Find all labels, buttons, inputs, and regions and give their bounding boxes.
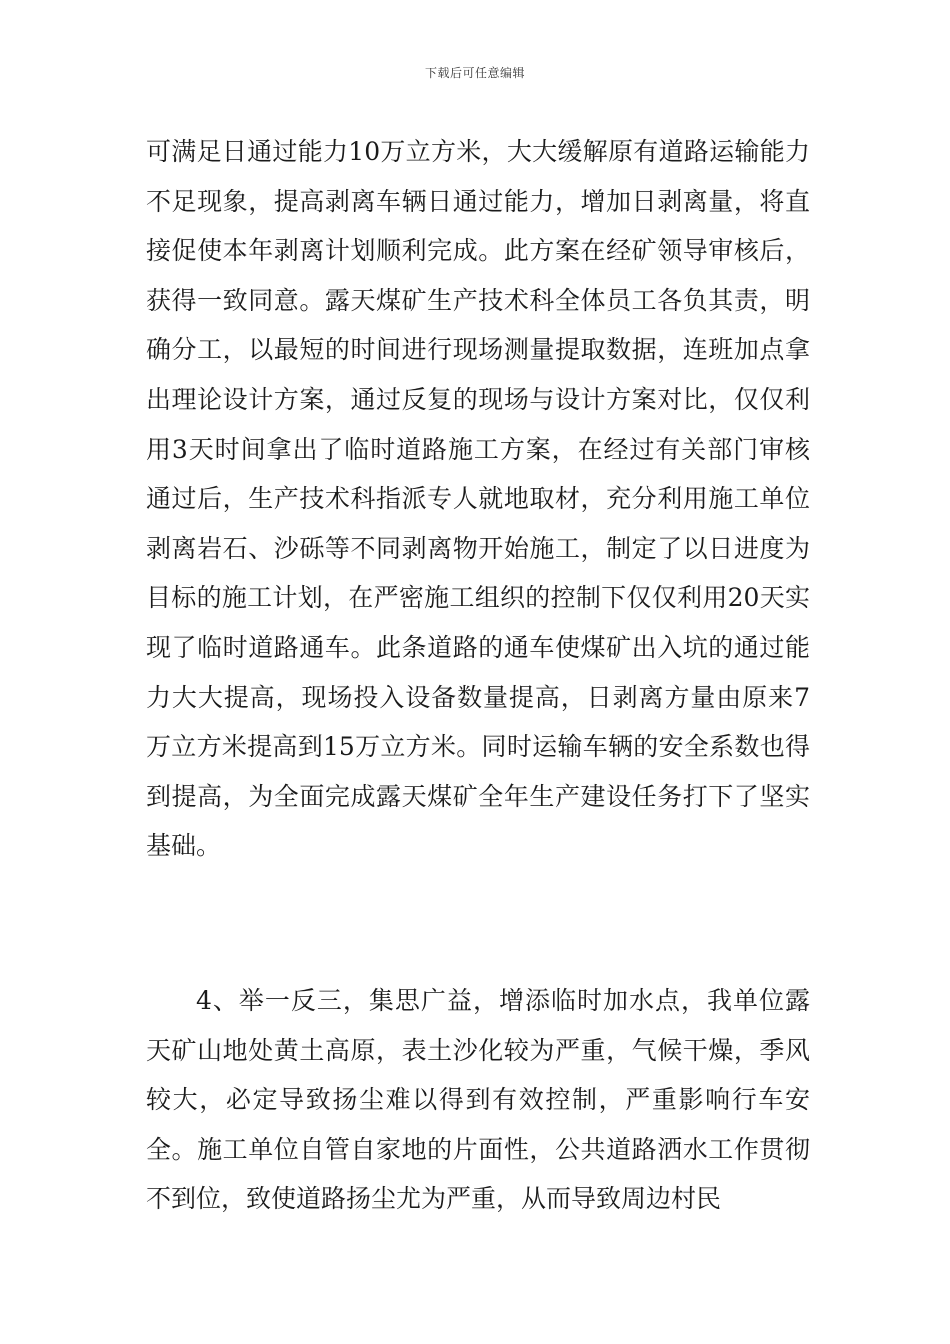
body-paragraph-2: 4、举一反三，集思广益，增添临时加水点，我单位露天矿山地处黄土高原，表土沙化较为严重，气候干燥，季风较大，必定导致扬尘难以得到有效控制，严重影响行车安全。施工单位自管自家地的片面性，公共道路洒水工作贯彻不到位，致使道路扬尘尤为严重，从而导致周边村民 [146, 986, 810, 1214]
page-header: 下载后可任意编辑 [424, 66, 525, 80]
body-paragraph-1: 可满足日通过能力10万立方米，大大缓解原有道路运输能力不足现象，提高剥离车辆日通过能力，增加日剥离量，将直接促使本年剥离计划顺利完成。此方案在经矿领导审核后，获得一致同意。露天煤矿生产技术科全体员工各负其责，明确分工，以最短的时间进行现场测量提取数据，连班加点拿出理论设计方案，通过反复的现场与设计方案对比，仅仅利用3天时间拿出了临时道路施工方案，在经过有关部门审核通过后，生产技术科指派专人就地取材，充分利用施工单位剥离岩石、沙砾等不同剥离物开始施工，制定了以日进度为目标的施工计划，在严密施工组织的控制下仅仅利用20天实现了临时道路通车。此条道路的通车使煤矿出入坑的通过能力大大提高，现场投入设备数量提高，日剥离方量由原来7万立方米提高到15万立方米。同时运输车辆的安全系数也得到提高，为全面完成露天煤矿全年生产建设任务打下了坚实基础。 [146, 137, 810, 861]
